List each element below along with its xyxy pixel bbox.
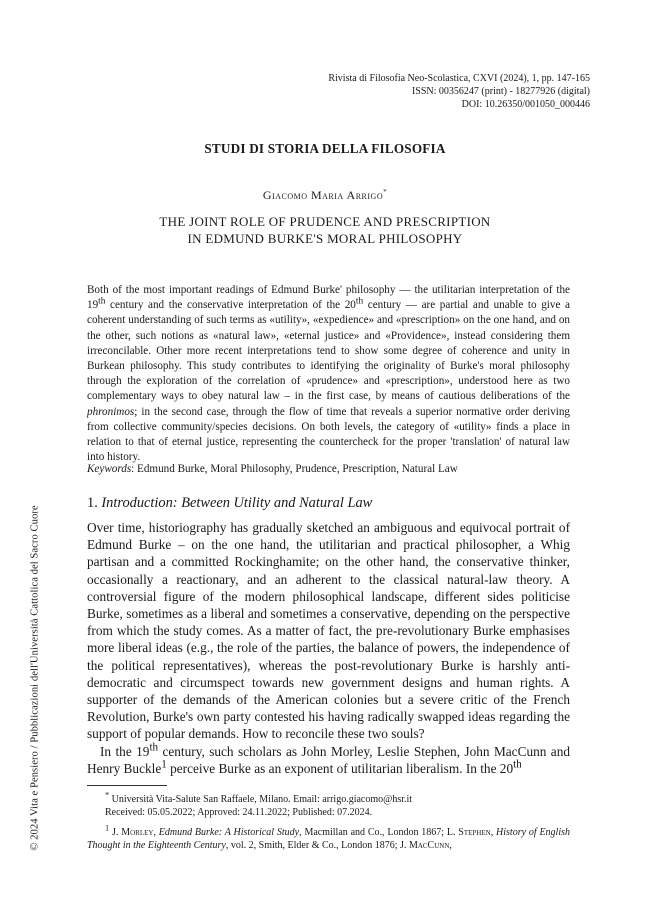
abstract: [87, 283, 570, 465]
footnote-text: Università Vita-Salute San Raffaele, Milano. Email: arrigo.giacomo@hsr.it: [109, 794, 413, 805]
ordinal-sup: th: [513, 758, 522, 771]
body-paragraph-1: Over time, historiography has gradually sketched an ambiguous and equivocal portrait of Edmund Burke – on the one hand, the utilitarian and practical philosopher, a Whig partisan and a committed Rockinghamite; on the other hand, the conservative thinker, occasionally a reactionary, and an adherent to the classical natural-law theory. A controversial figure of the modern philosophical landscape, different sides politicise Burke, sometimes as a liberal and sometimes a conservative, depending on the perspective from which the study comes. As a matter of fact, the pre-revolutionary Burke emphasises more liberal ideas (e.g., the role of the parties, the balance of powers, the independence of the political representatives), whereas the post-revolutionary Burke is harshly anti-democratic and circumspect towards new government designs and human rights. A supporter of the demands of the American colonies but a severe critic of the French Revolution, Burke's own party contested his having radically swapped ideas regarding the support of popular demands. How to reconcile these two souls?: [87, 520, 570, 742]
footnote-rule: [87, 785, 167, 786]
abstract-span: Both of the most important readings of Edmund Burke' philosophy — the utilitarian interpretation of the 19: [87, 284, 570, 312]
ordinal-sup: th: [355, 296, 364, 307]
footnote-text: ,: [449, 840, 452, 852]
article-title-line-2: IN EDMUND BURKE'S MORAL PHILOSOPHY: [187, 231, 463, 246]
footnote-text: , Macmillan and Co., London 1867; L.: [299, 827, 459, 838]
footnote-text: , vol. 2, Smith, Elder & Co., London 1876; J.: [225, 840, 409, 852]
body-span: In the 19: [100, 743, 150, 759]
journal-citation: Rivista di Filosofia Neo-Scolastica, CXVI (2024), 1, pp. 147-165: [328, 73, 590, 84]
section-number: 1.: [87, 495, 102, 511]
footnote-author: MacCunn: [408, 840, 450, 852]
body-text: [87, 519, 570, 777]
body-span: perceive Burke as an exponent of utilitarian liberalism. In the 20: [166, 760, 514, 776]
body-paragraph-2: [87, 743, 570, 777]
footnote-1: [87, 823, 571, 852]
doi: DOI: 10.26350/001050_000446: [461, 98, 590, 110]
abstract-italic: phronimos: [87, 405, 135, 418]
author-footnote-mark: *: [383, 188, 388, 196]
footnote-text: ,: [490, 827, 497, 838]
section-heading: [87, 495, 372, 512]
author-line: [0, 188, 650, 203]
abstract-span: century and the conservative interpretation of the 20: [105, 299, 356, 312]
journal-header: [328, 73, 590, 111]
footnote-title: History of English Thought in the Eighteenth Century: [87, 827, 571, 852]
footnote-affiliation-line: [105, 790, 570, 806]
footnote-dates: Received: 05.05.2022; Approved: 24.11.2022; Published: 07.2024.: [105, 807, 373, 819]
section-heading-text: Introduction: Between Utility and Natural Law: [101, 495, 373, 511]
abstract-text: [87, 283, 570, 465]
abstract-span: ; in the second case, through the flow of time that reveals a superior normative order deriving from collective community/species decisions. On both levels, the category of «utility» finds a place in relation to that of eternal justice, representing the countercheck for the proper 'translation' of natural law into history.: [87, 405, 570, 464]
footnote-text: ,: [153, 827, 159, 838]
footnote-author: Stephen: [458, 827, 491, 838]
footnote-ref-1[interactable]: 1: [161, 758, 167, 771]
footnote-text: J.: [109, 827, 122, 838]
footnote-title: Edmund Burke: A Historical Study: [158, 827, 300, 838]
ordinal-sup: th: [98, 296, 106, 307]
footnote-mark: 1: [105, 823, 110, 833]
copyright-text: © 2024 Vita e Pensiero / Pubblicazioni dell'Università Cattolica del Sacro Cuore: [29, 505, 41, 851]
keywords: [87, 462, 570, 477]
body-span: century, such scholars as John Morley, Leslie Stephen, John MacCunn and Henry Buckle: [87, 743, 570, 776]
footnote-affiliation: [87, 790, 570, 819]
section-title: STUDI DI STORIA DELLA FILOSOFIA: [204, 141, 446, 156]
ordinal-sup: th: [149, 741, 159, 754]
abstract-span: century — are partial and unable to give a coherent understanding of such terms as «utility», «expedience» and «prescription» on the one hand, and on the other, such notions as «natural law», «eternal justice» and «Providence», instead considering them irreconcilable. Other more recent interpretations tend to show some degree of coherence and unity in Burkean philosophy. This study contributes to identifying the originality of Burke's moral philosophy through the exploration of the correlation of «prudence» and «prescription», understood here as two complementary ways to obey natural law – in the first case, by means of cautious deliberations of the: [87, 299, 570, 403]
article-title-line-1: THE JOINT ROLE OF PRUDENCE AND PRESCRIPTION: [159, 214, 491, 229]
author-name: Giacomo Maria Arrigo: [262, 188, 384, 202]
footnote-author: Morley: [121, 827, 154, 838]
keywords-label: Keywords: [87, 463, 132, 475]
copyright-sidebar: [26, 496, 44, 860]
keywords-list: : Edmund Burke, Moral Philosophy, Prudence, Prescription, Natural Law: [131, 463, 458, 475]
footnote-mark: *: [105, 790, 110, 800]
article-title: [0, 213, 650, 247]
issn: ISSN: 00356247 (print) - 18277926 (digital): [411, 85, 590, 97]
